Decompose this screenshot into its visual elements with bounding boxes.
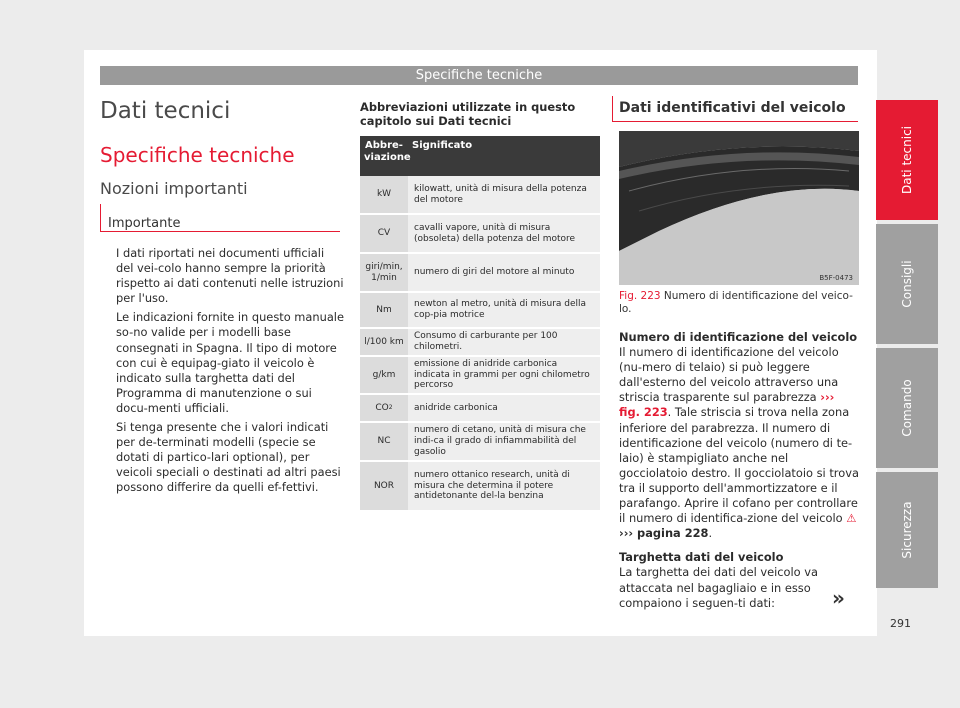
page-link[interactable]: ››› pagina 228 — [619, 526, 709, 541]
tab-comando[interactable] — [876, 348, 938, 468]
text-run: . Tale striscia si trova nella zona inferiore del parabrezza. Il numero di identificazione del veicolo (numero di te-laio) è stampigliato anche nel gocciolatoio destro. Il gocciolatoio si trova tra il supporto dell'ammortizzatore e il parafango. Aprire il cofano per controllare il numero di identifica-zione del veicolo — [619, 405, 859, 526]
cell-meaning: numero ottanico research, unità di misura che determina il potere antidetonante del-la benzina — [408, 462, 600, 510]
cell-meaning: anidride carbonica — [408, 395, 600, 421]
figure-caption-text: Numero di identificazione del veico-lo. — [619, 290, 853, 315]
cell-meaning: emissione di anidride carbonica indicata in grammi per ogni chilometro percorso — [408, 357, 600, 393]
cell-meaning: numero di giri del motore al minuto — [408, 254, 600, 291]
paragraph — [619, 345, 859, 541]
vehicle-id-text — [619, 330, 859, 611]
cell-abbr: kW — [360, 176, 408, 213]
table-row — [360, 329, 600, 357]
table-row — [360, 395, 600, 423]
table-row — [360, 293, 600, 329]
tab-sicurezza[interactable] — [876, 472, 938, 588]
subheading-vin: Numero di identificazione del veicolo — [619, 330, 858, 344]
section-title: Dati tecnici — [100, 98, 231, 124]
cell-abbr: giri/min, 1/min — [360, 254, 408, 291]
table-row — [360, 462, 600, 512]
tab-dati-tecnici[interactable] — [876, 100, 938, 220]
cell-abbr: CV — [360, 215, 408, 252]
chapter-title: Specifiche tecniche — [100, 143, 295, 167]
figure-link[interactable]: ››› fig. 223 — [619, 390, 835, 420]
figure-number: Fig. 223 — [619, 290, 661, 302]
table-caption: Abbreviazioni utilizzate in questo capitolo sui Dati tecnici — [360, 100, 576, 128]
tab-label: Comando — [900, 379, 914, 437]
paragraph: I dati riportati nei documenti ufficiali del vei-colo hanno sempre la priorità rispetto ai dati contenuti nelle istruzioni per l'uso. — [116, 246, 344, 306]
tab-label: Dati tecnici — [900, 125, 914, 195]
windscreen-figure — [619, 131, 859, 285]
cell-abbr: l/100 km — [360, 329, 408, 355]
paragraph: Le indicazioni fornite in questo manuale so-no valide per i modelli base consegnati in Spagna. Il tipo di motore con cui è equipag-giato il veicolo è indicato sulla targhetta dati del Programma di manutenzione o sui docu-menti ufficiali. — [116, 310, 344, 415]
page-number: 291 — [890, 617, 911, 630]
subheading-data-plate: Targhetta dati del veicolo — [619, 550, 784, 565]
text-run: . — [708, 526, 713, 541]
cell-abbr: CO 2 — [360, 395, 408, 421]
table-row — [360, 215, 600, 254]
figure-code: B5F-0473 — [819, 274, 853, 282]
tab-consigli[interactable] — [876, 224, 938, 344]
intro-text — [116, 246, 344, 500]
cell-abbr: g/km — [360, 357, 408, 393]
cell-abbr: NOR — [360, 462, 408, 510]
cell-meaning: kilowatt, unità di misura della potenza del motore — [408, 176, 600, 213]
subsection-title: Nozioni importanti — [100, 179, 248, 198]
tab-label: Sicurezza — [900, 501, 914, 559]
header-meaning: Significato — [412, 140, 473, 151]
table-row — [360, 357, 600, 395]
tab-label: Consigli — [900, 260, 914, 308]
cell-meaning: cavalli vapore, unità di misura (obsoleta) della potenza del motore — [408, 215, 600, 252]
subheading-importante: Importante — [108, 216, 181, 231]
continue-chevron-icon: » — [832, 586, 845, 610]
warning-icon: ⚠ — [846, 511, 857, 526]
table-header — [360, 136, 600, 176]
cell-meaning: numero di cetano, unità di misura che indi-ca il grado di infiammabilità del gasolio — [408, 423, 600, 460]
paragraph: Si tenga presente che i valori indicati per de-terminati modelli (specie se dotati di partico-lari optional), per veicoli speciali o destinati ad altri paesi possono differire da quelli ef-fettivi. — [116, 420, 341, 495]
cell-abbr: Nm — [360, 293, 408, 327]
cell-meaning: Consumo di carburante per 100 chilometri. — [408, 329, 600, 355]
header-abbr: Abbre-viazione — [364, 140, 411, 163]
cell-meaning: newton al metro, unità di misura della cop-pia motrice — [408, 293, 600, 327]
cell-abbr: NC — [360, 423, 408, 460]
table-row — [360, 423, 600, 462]
abbreviations-table — [360, 136, 600, 512]
paragraph: La targhetta dei dati del veicolo va attaccata nel bagagliaio e in esso compaiono i seguen-ti dati: — [619, 565, 818, 610]
table-row — [360, 254, 600, 293]
table-row — [360, 176, 600, 215]
chapter-header: Specifiche tecniche — [100, 66, 858, 85]
windscreen-illustration — [619, 131, 859, 285]
text-run: Il numero di identificazione del veicolo (nu-mero di telaio) si può leggere dall'esterno del veicolo attraverso una striscia trasparente sul parabrezza — [619, 345, 839, 405]
section-title-vehicle-data: Dati identificativi del veicolo — [619, 100, 846, 116]
figure-caption — [619, 290, 859, 316]
